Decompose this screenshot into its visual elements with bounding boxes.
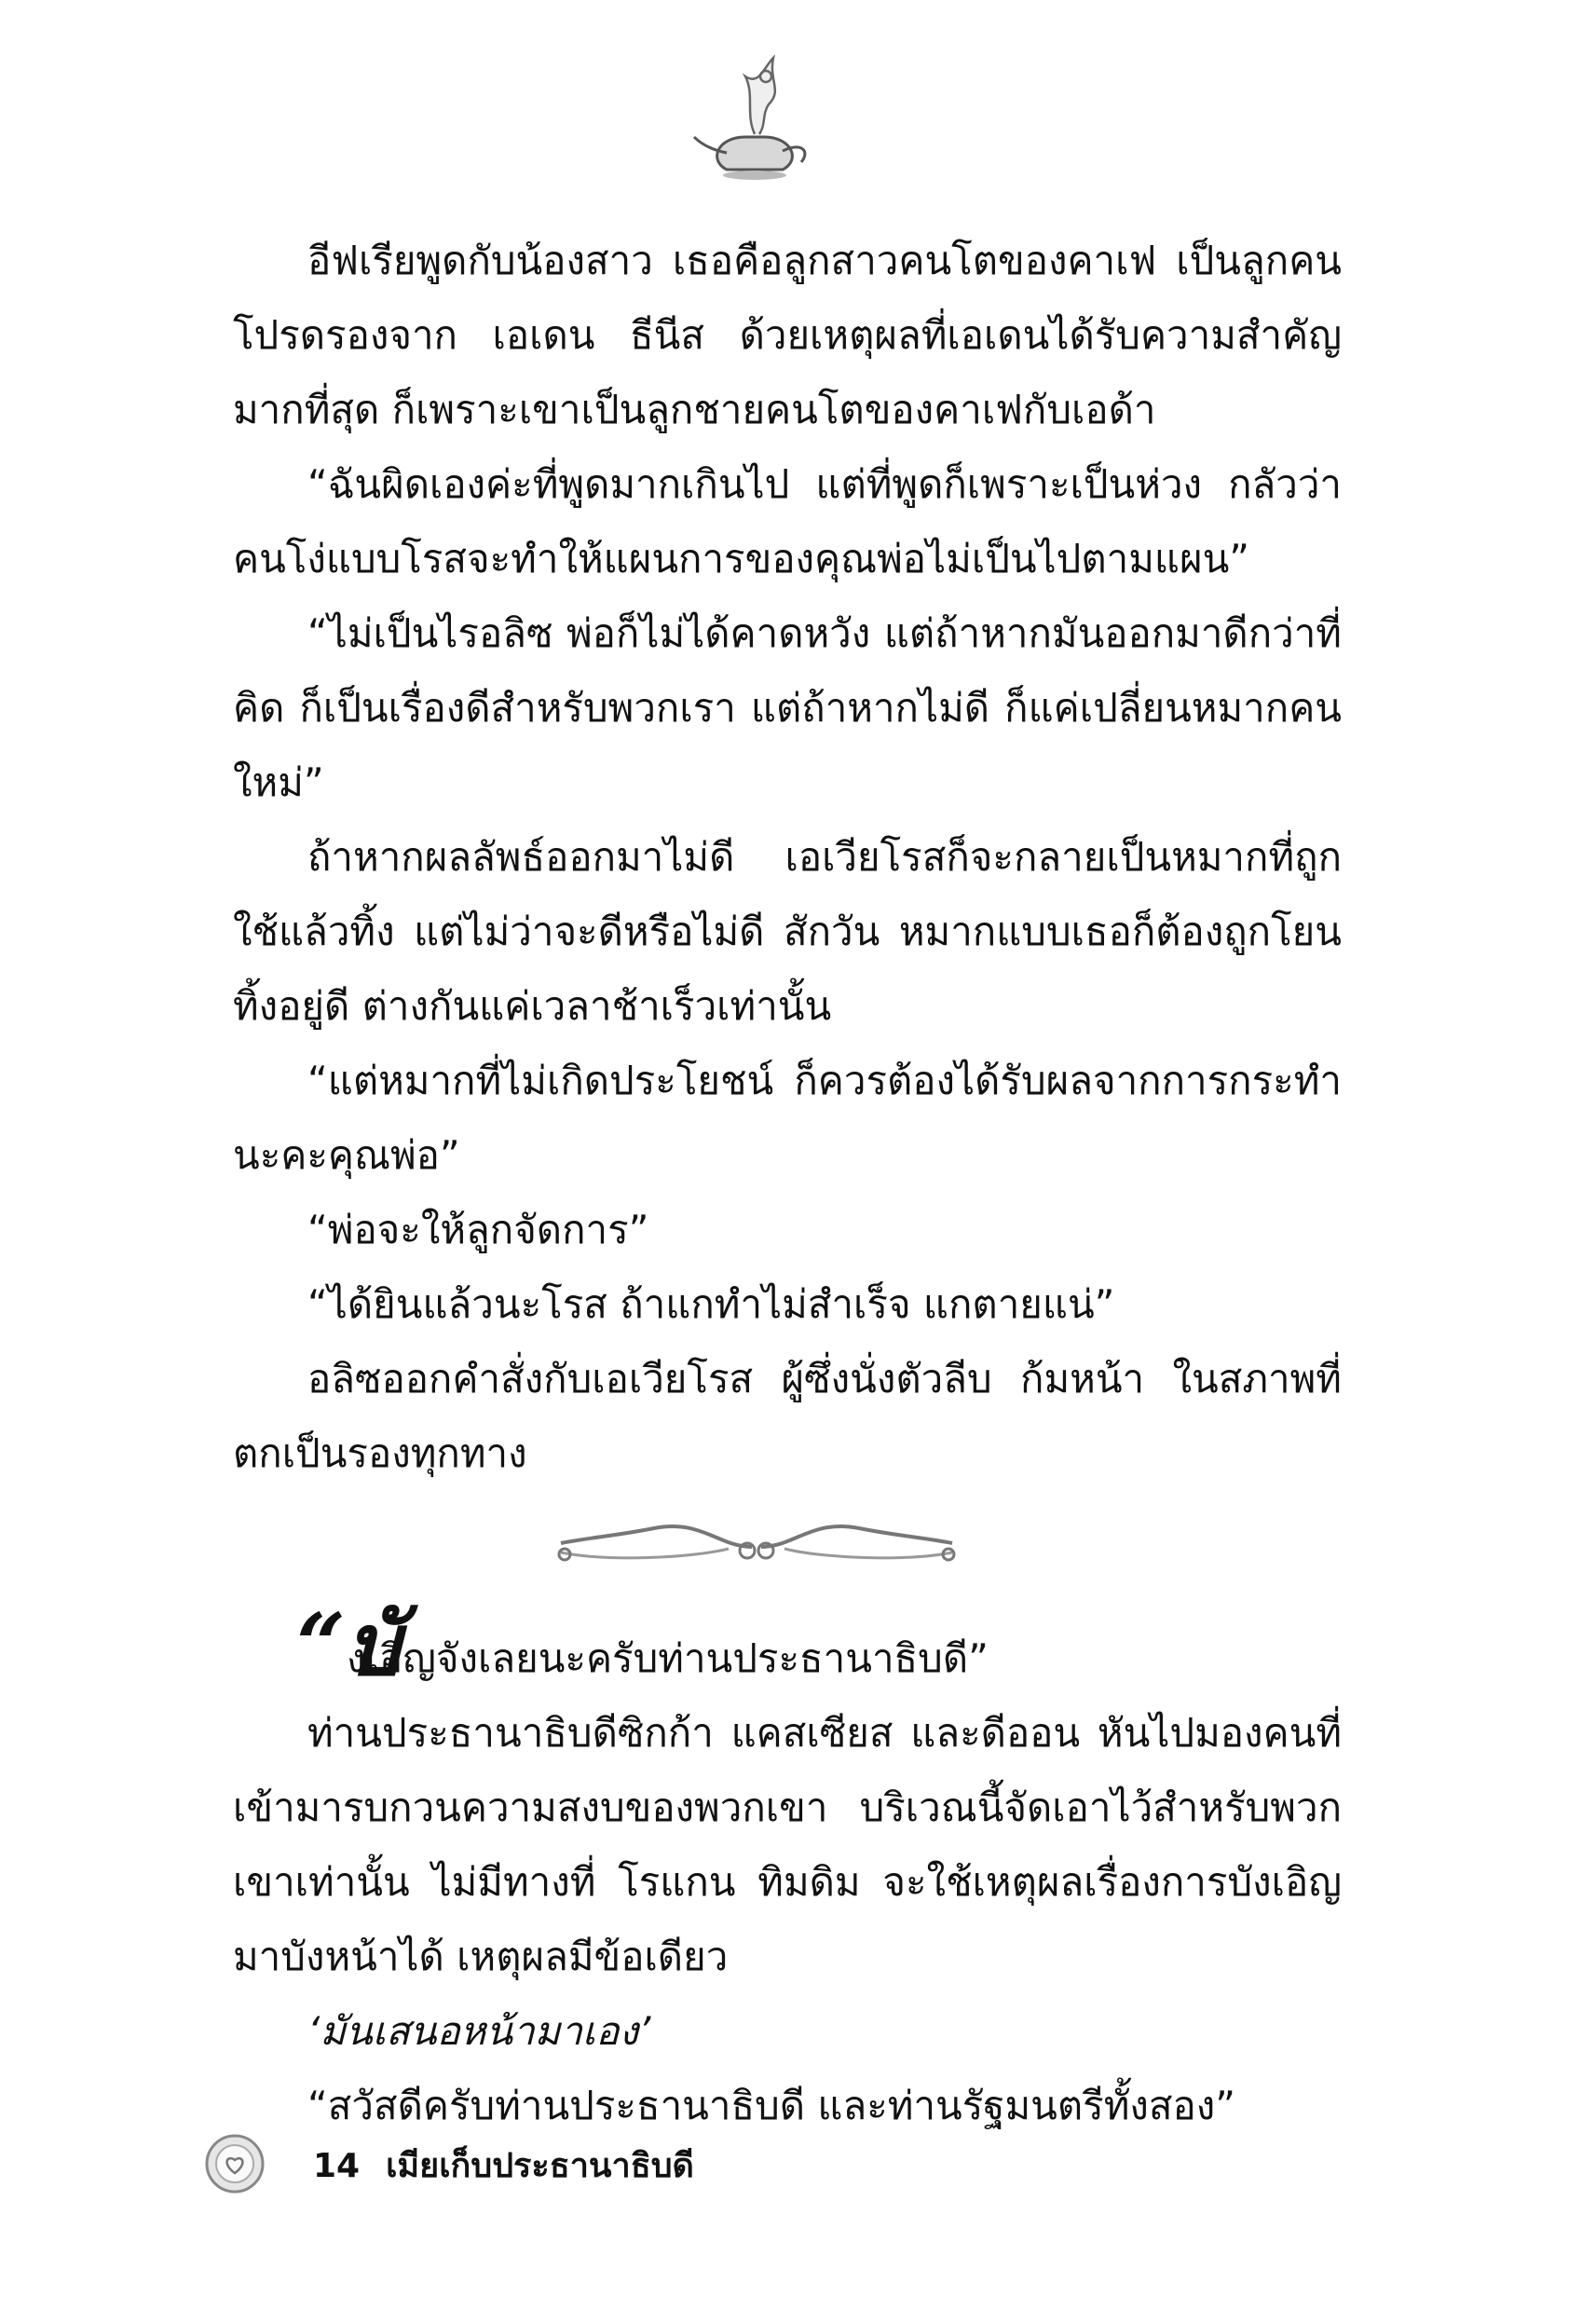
paragraph-8: อลิซออกคำสั่งกับเอเวียโรส ผู้ซึ่งนั่งตัวลีบ ก้มหน้า ในสภาพที่ตกเป็นรองทุกทาง [233,1356,1342,1476]
paragraph-1: อีฟเรียพูดกับน้องสาว เธอคือลูกสาวคนโตของคาเฟ เป็นลูกคนโปรดรองจาก เอเดน ธีนีส ด้วยเหตุผลที่เอเดนได้รับความสำคัญมากที่สุด ก็เพราะเขาเป็นลูกชายคนโตของคาเฟกับเอด้า [233,238,1342,432]
book-title: เมียเก็บประธานาธิบดี [386,2147,694,2185]
genie-lamp-icon [689,48,820,188]
paragraph-9: ท่านประธานาธิบดีซิกก้า แคสเซียส และดีออน หันไปมองคนที่เข้ามารบกวนความสงบของพวกเขา บริเวณนี้จัดเอาไว้สำหรับพวกเขาเท่านั้น ไม่มีทางที่ โรแกน ทิมดิม จะใช้เหตุผลเรื่องการบังเอิญมาบังหน้าได้ เหตุผลมีข้อเดียว [233,1710,1342,1979]
footer [313,2143,720,2190]
paragraph-7: “ได้ยินแล้วนะโรส ถ้าแกทำไม่สำเร็จ แกตายแน่” [307,1281,1115,1327]
italic-thought: ‘มันเสนอหน้ามาเอง’ [307,2008,651,2054]
paragraph-3: “ไม่เป็นไรอลิซ พ่อก็ไม่ได้คาดหวัง แต่ถ้าหากมันออกมาดีกว่าที่คิด ก็เป็นเรื่องดีสำหรับพวกเรา แต่ถ้าหากไม่ดี ก็แค่เปลี่ยนหมากคนใหม่” [233,610,1342,805]
page-number: 14 [313,2147,361,2185]
paragraph-5: “แต่หมากที่ไม่เกิดประโยชน์ ก็ควรต้องได้รับผลจากการกระทำนะคะคุณพ่อ” [233,1058,1342,1178]
drop-cap: “บั [296,1594,401,1695]
heart-circle-icon [203,2132,266,2195]
paragraph-10: “สวัสดีครับท่านประธานาธิบดี และท่านรัฐมนตรีทั้งสอง” [307,2083,1236,2128]
paragraph-4: ถ้าหากผลลัพธ์ออกมาไม่ดี เอเวียโรสก็จะกลายเป็นหมากที่ถูกใช้แล้วทิ้ง แต่ไม่ว่าจะดีหรือไม่ดี สักวัน หมากแบบเธอก็ต้องถูกโยนทิ้งอยู่ดี ต่างกันแค่เวลาช้าเร็วเท่านั้น [233,834,1342,1029]
section-first-line: งเอิญจังเลยนะครับท่านประธานาธิบดี” [347,1635,989,1681]
flourish-divider-icon [552,1510,962,1575]
paragraph-2: “ฉันผิดเองค่ะที่พูดมากเกินไป แต่ที่พูดก็เพราะเป็นห่วง กลัวว่าคนโง่แบบโรสจะทำให้แผนการของคุณพ่อไม่เป็นไปตามแผน” [233,461,1342,581]
paragraph-6: “พ่อจะให้ลูกจัดการ” [307,1207,649,1252]
